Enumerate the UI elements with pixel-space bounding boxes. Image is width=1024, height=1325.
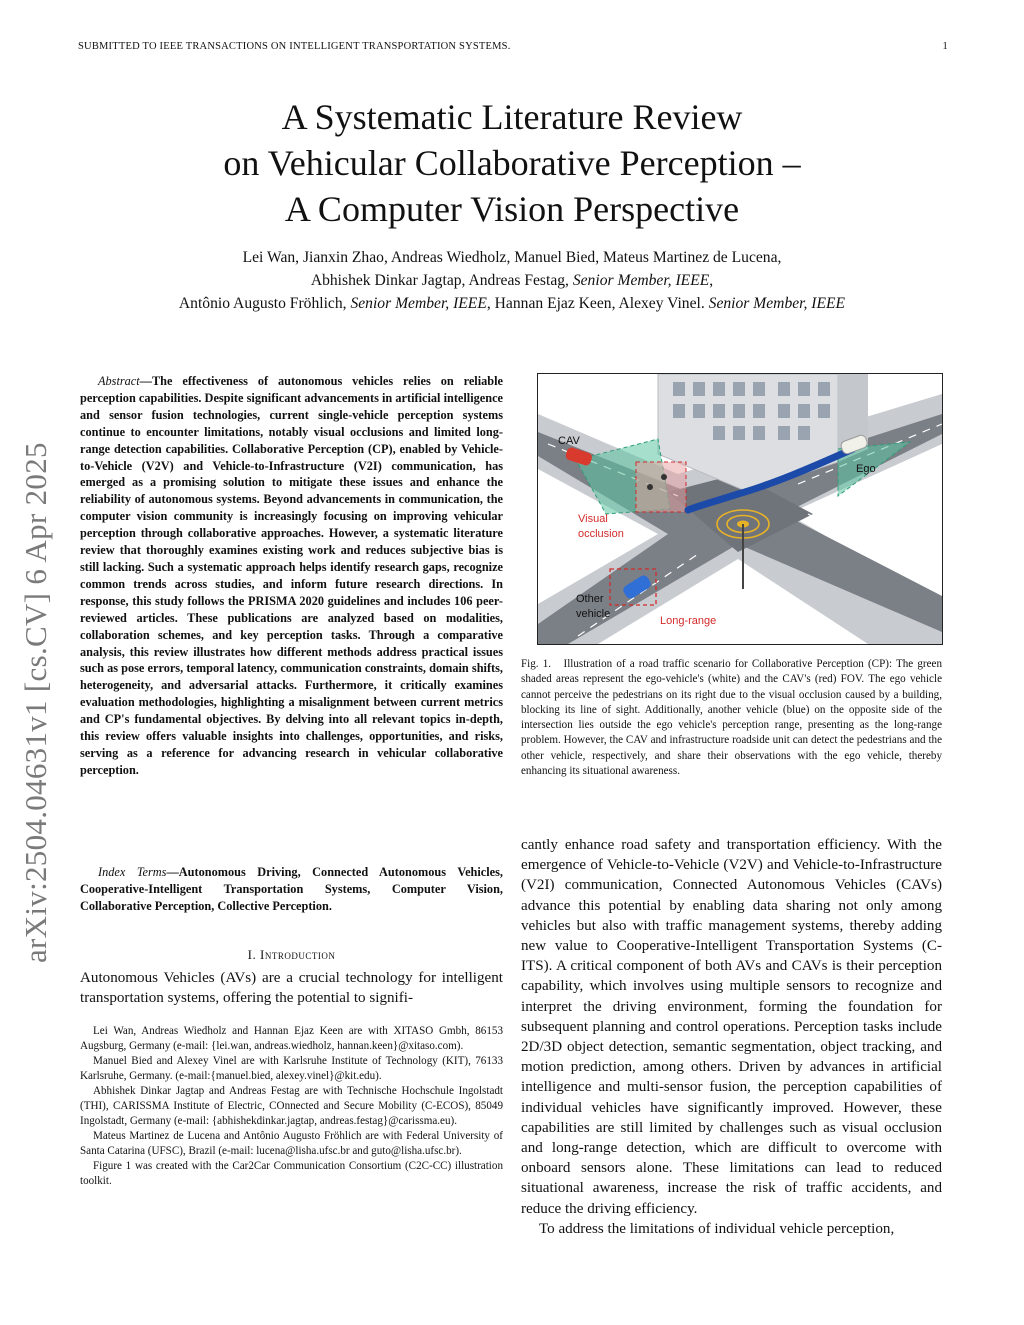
footnote: Mateus Martinez de Lucena and Antônio Augusto Fröhlich are with Federal University of Santa Catarina (UFSC), Brazil (e-mail: lucena@lisha.ufsc.br and guto@lisha.ufsc.br). <box>80 1130 503 1157</box>
footnote: Abhishek Dinkar Jagtap and Andreas Festag are with Technische Hochschule Ingolstadt (THI), CARISSMA Institute of Electric, COnnected and Secure Mobility (C-ECOS), 85049 Ingolstadt, Germany (e-mail: {abhishekdinkar.jagtap, andreas.festag}@carissma.eu). <box>80 1085 503 1127</box>
label-ego: Ego <box>856 463 876 475</box>
authors-line-2-end: , <box>709 272 714 289</box>
author-role: Senior Member, IEEE <box>350 295 487 312</box>
pedestrian <box>661 474 667 480</box>
occlusion-region <box>636 462 686 512</box>
index-terms-text: —Autonomous Driving, Connected Autonomous Vehicles, Cooperative-Intelligent Transportation Systems, Computer Vision, Collaborative Perception, Collective Perception. <box>80 865 503 913</box>
abstract <box>80 373 503 779</box>
abstract-text: —The effectiveness of autonomous vehicles relies on reliable perception capabilities. Despite significant advancements in artificial intelligence and sensor fusion technologies, current single-vehicle perception systems continue to encounter limitations, notably visual occlusions and limited long-range detection capabilities. Collaborative Perception (CP), enabled by Vehicle-to-Vehicle (V2V) and Vehicle-to-Infrastructure (V2I) communication, has emerged as a promising solution to mitigate these issues and enhance the reliability of autonomous systems. Beyond advancements in communication, the computer vision community is increasingly focusing on improving vehicular perception through collaborative approaches. However, a systematic literature review that thoroughly examines existing work and reduces subjective bias is still lacking. Such a systematic approach helps identify research gaps, recognize common trends across studies, and inform future research directions. In response, this study follows the PRISMA 2020 guidelines and includes 106 peer-reviewed articles. These publications are analyzed based on modalities, collaboration schemes, and key perception tasks. Through a comparative analysis, this review illustrates how different methods address practical issues such as pose errors, temporal latency, communication constraints, domain shifts, heterogeneity, and adversarial attacks. Furthermore, it critically examines evaluation methodologies, highlighting a misalignment between current metrics and CP's fundamental objectives. By delving into all relevant topics in-depth, this review offers valuable insights into challenges, opportunities, and risks, serving as a reference for advancing research in vehicular collaborative perception. <box>80 374 503 777</box>
running-head-text: SUBMITTED TO IEEE TRANSACTIONS ON INTELLIGENT TRANSPORTATION SYSTEMS. <box>78 41 511 52</box>
section-heading <box>80 947 503 963</box>
title-line-1: A Systematic Literature Review <box>281 97 743 137</box>
title-line-2: on Vehicular Collaborative Perception – <box>223 143 801 183</box>
label-other-vehicle: vehicle <box>576 608 611 620</box>
author-list <box>78 246 946 315</box>
authors-line-3-b: , Hannan Ejaz Keen, Alexey Vinel. <box>486 295 709 312</box>
index-terms <box>80 864 503 915</box>
footnote: Lei Wan, Andreas Wiedholz and Hannan Ejaz Keen are with XITASO Gmbh, 86153 Augsburg, Germany (e-mail: {lei.wan, andreas.wiedholz, hannan.keen}@xitaso.com). <box>80 1025 503 1052</box>
running-head <box>78 41 948 52</box>
footnote: Manuel Bied and Alexey Vinel are with Karlsruhe Institute of Technology (KIT), 76133 Karlsruhe, Germany. (e-mail:{manuel.bied, alexey.vinel}@kit.edu). <box>80 1055 503 1082</box>
body-column-2 <box>521 835 942 1239</box>
authors-line-1: Lei Wan, Jianxin Zhao, Andreas Wiedholz, Manuel Bied, Mateus Martinez de Lucena, <box>242 249 782 266</box>
page-number: 1 <box>942 41 948 52</box>
intro-paragraph: Autonomous Vehicles (AVs) are a crucial technology for intelligent transportation systems, offering the potential to signifi- <box>80 970 503 1007</box>
title-line-3: A Computer Vision Perspective <box>284 189 740 229</box>
authors-line-2-names: Abhishek Dinkar Jagtap, Andreas Festag, <box>310 272 573 289</box>
authors-line-3 <box>78 292 946 315</box>
intersection-illustration <box>538 374 942 644</box>
caption-label: Fig. 1. <box>521 658 552 670</box>
caption-text: Illustration of a road traffic scenario for Collaborative Perception (CP): The green shaded areas represent the ego-vehicle's (white) and the CAV's (red) FOV. The ego vehicle cannot perceive the pedestrians on its right due to the visual occlusion caused by a building, blocking its line of sight. Additionally, another vehicle (blue) on the opposite side of the intersection lies outside the ego vehicle's perception range, presenting as the long-range problem. However, the CAV and infrastructure roadside unit can detect the pedestrians and the other vehicle, respectively, and share their observations with the ego vehicle, thereby enhancing its situational awareness. <box>521 658 943 778</box>
section-title: Introduction <box>260 947 336 962</box>
author-role: Senior Member, IEEE <box>572 272 710 289</box>
pedestrian <box>647 484 653 490</box>
figure-1 <box>537 373 943 645</box>
footnote: Figure 1 was created with the Car2Car Communication Consortium (C2C-CC) illustration toolkit. <box>80 1160 503 1187</box>
authors-line-3-a: Antônio Augusto Fröhlich, <box>178 295 351 312</box>
label-long-range: Long-range <box>660 615 717 627</box>
footnotes <box>80 1024 503 1189</box>
label-other-vehicle: Other <box>576 593 604 605</box>
figure-caption <box>521 657 942 779</box>
paper-title <box>100 94 924 232</box>
author-role: Senior Member, IEEE <box>708 295 846 312</box>
authors-line-2 <box>78 269 946 292</box>
paragraph: cantly enhance road safety and transportation efficiency. With the emergence of Vehicle-to-Vehicle (V2V) and Vehicle-to-Infrastructure (V2I) communication, Connected Autonomous Vehicles (CAVs) advance this potential by enabling data sharing not only among vehicles but also with traffic management systems, thereby adding new value to Cooperative-Intelligent Transportation Systems (C-ITS). A critical component of both AVs and CAVs is their perception capability, which involves using multiple sensors to recognize and interpret the driving environment, forming the foundation for subsequent planning and control operations. Perception tasks include 2D/3D object detection, semantic segmentation, object tracking, and motion prediction, among others. Driven by advances in artificial intelligence and multi-sensor fusion, the perception capabilities of individual vehicles have significantly improved. However, these capabilities are still limited by challenges such as visual occlusion and long-range detection, which are difficult to overcome with onboard sensors alone. These limitations can lead to reduced situational awareness, increase the risk of traffic accidents, and reduce the driving efficiency. <box>521 837 942 1217</box>
section-number: I. <box>247 947 260 962</box>
label-visual-occlusion: occlusion <box>578 528 624 540</box>
label-cav: CAV <box>558 435 580 447</box>
index-terms-label: Index Terms <box>98 865 167 879</box>
abstract-label: Abstract <box>98 374 140 388</box>
arxiv-stamp: arXiv:2504.04631v1 [cs.CV] 6 Apr 2025 <box>18 442 53 963</box>
label-visual-occlusion: Visual <box>578 513 608 525</box>
paragraph: To address the limitations of individual vehicle perception, <box>539 1220 895 1237</box>
